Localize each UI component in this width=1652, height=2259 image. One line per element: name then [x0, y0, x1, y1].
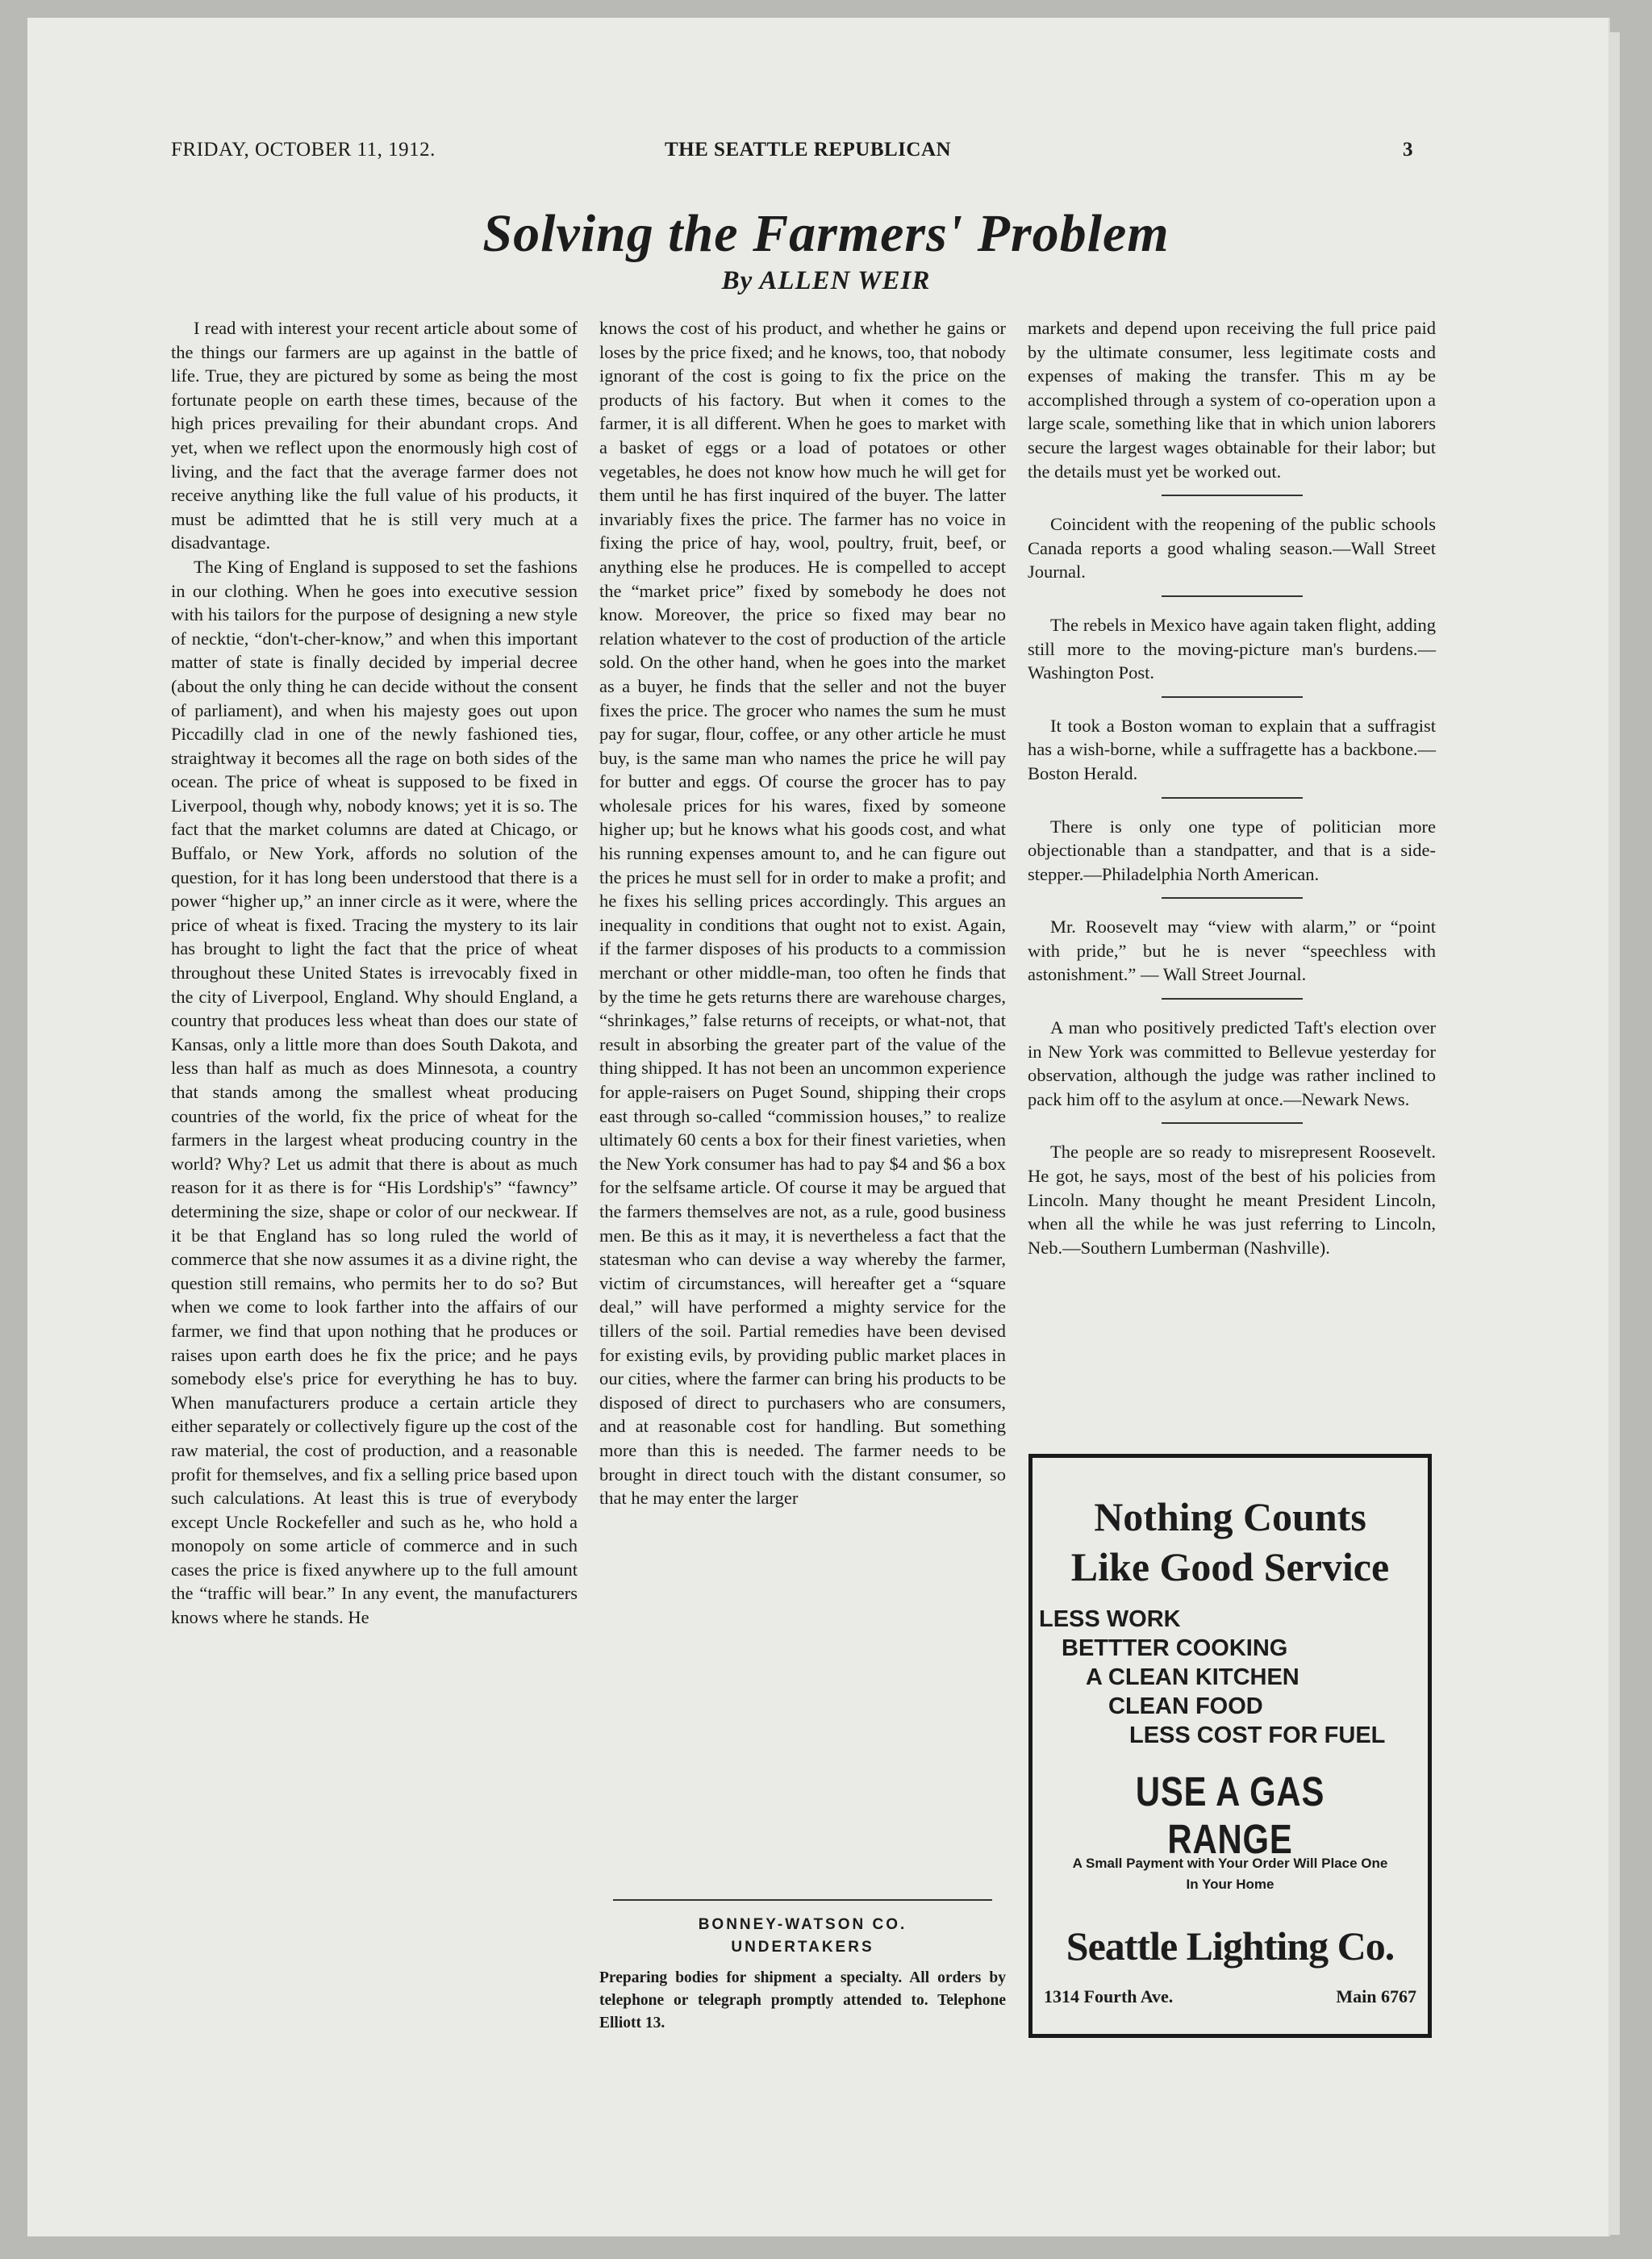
- article-column-1: [171, 316, 578, 1630]
- filler-item: Coincident with the reopening of the public schools Canada reports a good whaling season.—Wall Street Journal.: [1028, 514, 1436, 582]
- filler-item: A man who positively predicted Taft's election over in New York was committed to Bellevue yesterday for observation, although the judge was rather inclined to pack him off to the asylum at once.—Newark News.: [1028, 1017, 1436, 1109]
- article-column-3: [1028, 316, 1436, 1259]
- article-paragraph: knows the cost of his product, and whether he gains or loses by the price fixed; and he knows, too, that nobody ignorant of the cost is going to fix the price on the products of his factory. But when it comes to the farmer, it is all different. When he goes to market with a basket of eggs or a load of potatoes or other vegetables, he does not know how much he will get for them until he has first inquired of the buyer. The latter invariably fixes the price. The farmer has no voice in fixing the price of hay, wool, poultry, fruit, beef, or anything else he produces. He is compelled to accept the “market price” fixed by somebody he does not know. Moreover, the price so fixed may bear no relation whatever to the cost of production of the article sold. On the other hand, when he goes into the market as a buyer, he finds that the seller and not the buyer fixes the price. The grocer who names the sum he must pay for sugar, flour, coffee, or any other article he must buy, is the same man who names the price he will pay for butter and eggs. Of course the grocer has to pay wholesale prices for his wares, fixed by someone higher up; but he knows what his goods cost, and what his running expenses amount to, and he can figure out the prices he must sell for in order to make a profit; and he fixes his selling prices accordingly. This argues an inequality in conditions that ought not to exist. Again, if the farmer disposes of his products to a commission merchant or other middle-man, too often he finds that by the time he gets returns there are warehouse charges, “shrinkages,” false returns of receipts, or what-not, that result in absorbing the greater part of the value of the thing shipped. It has not been an uncommon experience for apple-raisers on Puget Sound, shipping their crops east through so-called “commission houses,” to realize ultimately 60 cents a box for their finest varieties, when the New York consumer has had to pay $4 and $6 a box for the selfsame article. Of course it may be argued that the farmers themselves are not, as a rule, good business men. Be this as it may, it is nevertheless a fact that the statesman who can devise a way whereby the farmer, victim of circumstances, will hereafter get a “square deal,” will have performed a mighty service for the tillers of the soil. Partial remedies have been devised for existing evils, by providing public market places in our cities, where the farmer can bring his products to be disposed of direct to purchasers who are consumers, and at reasonable cost for handling. But something more than this is needed. The farmer needs to be brought in direct touch with the distant consumer, so that he may enter the larger: [599, 318, 1006, 1509]
- ad-call-to-action: USE A GAS RANGE: [1135, 1768, 1325, 1862]
- ad-payment-note: [1032, 1853, 1428, 1895]
- article-paragraph: The King of England is supposed to set the fashions in our clothing. When he goes into executive session with his tailors for the purpose of designing a new style of necktie, “don't-cher-know,” and when this important matter of state is finally decided by imperial decree (about the only thing he can decide without the consent of parliament), and when his majesty goes out upon Piccadilly clad in one of the newly fashioned ties, straightway it becomes all the rage on both sides of the ocean. The price of wheat is supposed to be fixed in Liverpool, though why, nobody knows; yet it is so. The fact that the market columns are dated at Chicago, or Buffalo, or New York, affords no solution of the question, for it has long been understood that there is a power “higher up,” an inner circle as it were, where the price of wheat is fixed. Tracing the mystery to its lair has brought to light the fact that the price of wheat throughout these United States is irrevocably fixed in the city of Liverpool, England. Why should England, a country that produces less wheat than does our state of Kansas, only a little more than does South Dakota, and less than half as much as does Minnesota, a country that stands among the smallest wheat producing countries of the world, fix the price of wheat for the farmers in the largest wheat producing country in the world? Why? Let us admit that there is about as much reason for it as there is for “His Lordship's” “fawncy” determining the size, shape or color of our neckwear. If it be that England has so long ruled the world of commerce that she now assumes it as a divine right, the question still remains, who permits her to do so? But when we come to look farther into the affairs of our farmer, we find that upon nothing that he produces or raises upon earth does he fix the price; and he pays somebody else's price for everything he has to buy. When manufacturers produce a certain article they either separately or collectively figure up the cost of the raw material, the cost of production, and a reasonable profit for themselves, and fix a selling price based upon such calculations. At least this is true of everybody except Uncle Rockefeller and such as he, who hold a monopoly on some article of commerce and in such cases the price is fixed anywhere up to the full amount the “traffic will bear.” In any event, the manufacturers knows where he stands. He: [171, 556, 578, 1628]
- divider: [1162, 595, 1303, 597]
- filler-item: It took a Boston woman to explain that a suffragist has a wish-borne, while a suffragette has a backbone.—Boston Herald.: [1028, 715, 1436, 783]
- filler-item: The people are so ready to misrepresent Roosevelt. He got, he says, most of the best of his policies from Lincoln. Many thought he meant President Lincoln, when all the while he was just referring to Lincoln, Neb.—Southern Lumberman (Nashville).: [1028, 1142, 1436, 1258]
- divider: [1162, 1122, 1303, 1124]
- article-byline: By ALLEN WEIR: [721, 266, 931, 295]
- article-title: Solving the Farmers' Problem: [482, 204, 1170, 263]
- running-header: [171, 139, 1413, 171]
- ad-address: 1314 Fourth Ave.: [1044, 1986, 1174, 2006]
- undertaker-trade: UNDERTAKERS: [731, 1939, 874, 1956]
- page-edge: [1608, 32, 1620, 2235]
- ad-payment-line-1: A Small Payment with Your Order Will Place One: [1072, 1856, 1388, 1871]
- undertaker-name: BONNEY-WATSON CO.: [698, 1916, 907, 1933]
- divider: [1162, 897, 1303, 899]
- article-column-2: [599, 316, 1006, 1510]
- page-number: 3: [1403, 139, 1413, 161]
- divider: [1162, 797, 1303, 799]
- ad-benefit: LESS COST FOR FUEL: [1129, 1722, 1386, 1748]
- divider: [1162, 998, 1303, 1000]
- gas-range-advertisement: [1028, 1454, 1432, 2038]
- divider: [613, 1899, 992, 1901]
- ad-headline: [1032, 1492, 1428, 1592]
- issue-date: FRIDAY, OCTOBER 11, 1912.: [171, 139, 436, 161]
- ad-benefit: BETTTER COOKING: [1062, 1635, 1288, 1661]
- ad-phone: Main 6767: [1336, 1986, 1416, 2006]
- filler-item: The rebels in Mexico have again taken flight, adding still more to the moving-picture man's burdens.—Washington Post.: [1028, 614, 1436, 683]
- ad-benefit: CLEAN FOOD: [1108, 1693, 1263, 1719]
- ad-benefit: A CLEAN KITCHEN: [1086, 1664, 1299, 1690]
- ad-benefits-list: [1039, 1605, 1385, 1750]
- filler-item: There is only one type of politician more objectionable than a standpatter, and that is a side-stepper.—Philadelphia North American.: [1028, 816, 1436, 884]
- filler-item: Mr. Roosevelt may “view with alarm,” or “point with pride,” but he is never “speechless with astonishment.” — Wall Street Journal.: [1028, 917, 1436, 985]
- ad-benefit: LESS WORK: [1039, 1606, 1181, 1632]
- undertaker-body: Preparing bodies for shipment a specialty. All orders by telephone or telegraph promptly attended to. Telephone Elliott 13.: [599, 1969, 1006, 2031]
- ad-headline-line-1: Nothing Counts: [1094, 1494, 1366, 1539]
- article-paragraph: markets and depend upon receiving the full price paid by the ultimate consumer, less legitimate costs and expenses of making the transfer. This m ay be accomplished through a system of co-operation upon a large scale, something like that in which union laborers secure the largest wages obtainable for their labor; but the details must yet be worked out.: [1028, 318, 1436, 482]
- ad-company-name: Seattle Lighting Co.: [1066, 1923, 1395, 1969]
- divider: [1162, 696, 1303, 698]
- ad-headline-line-2: Like Good Service: [1070, 1544, 1390, 1589]
- newspaper-name: THE SEATTLE REPUBLICAN: [665, 139, 952, 161]
- article-paragraph: I read with interest your recent article about some of the things our farmers are up against in the battle of life. True, they are pictured by some as being the most fortunate people on earth these times, because of the high prices prevailing for their abundant crops. And yet, when we reflect upon the enormously high cost of living, and the fact that the average farmer does not receive anything like the full value of his products, it must be adimtted that he is still very much at a disadvantage.: [171, 318, 578, 553]
- divider: [1162, 495, 1303, 496]
- ad-payment-line-2: In Your Home: [1186, 1877, 1274, 1892]
- undertaker-notice: [599, 1899, 1006, 2035]
